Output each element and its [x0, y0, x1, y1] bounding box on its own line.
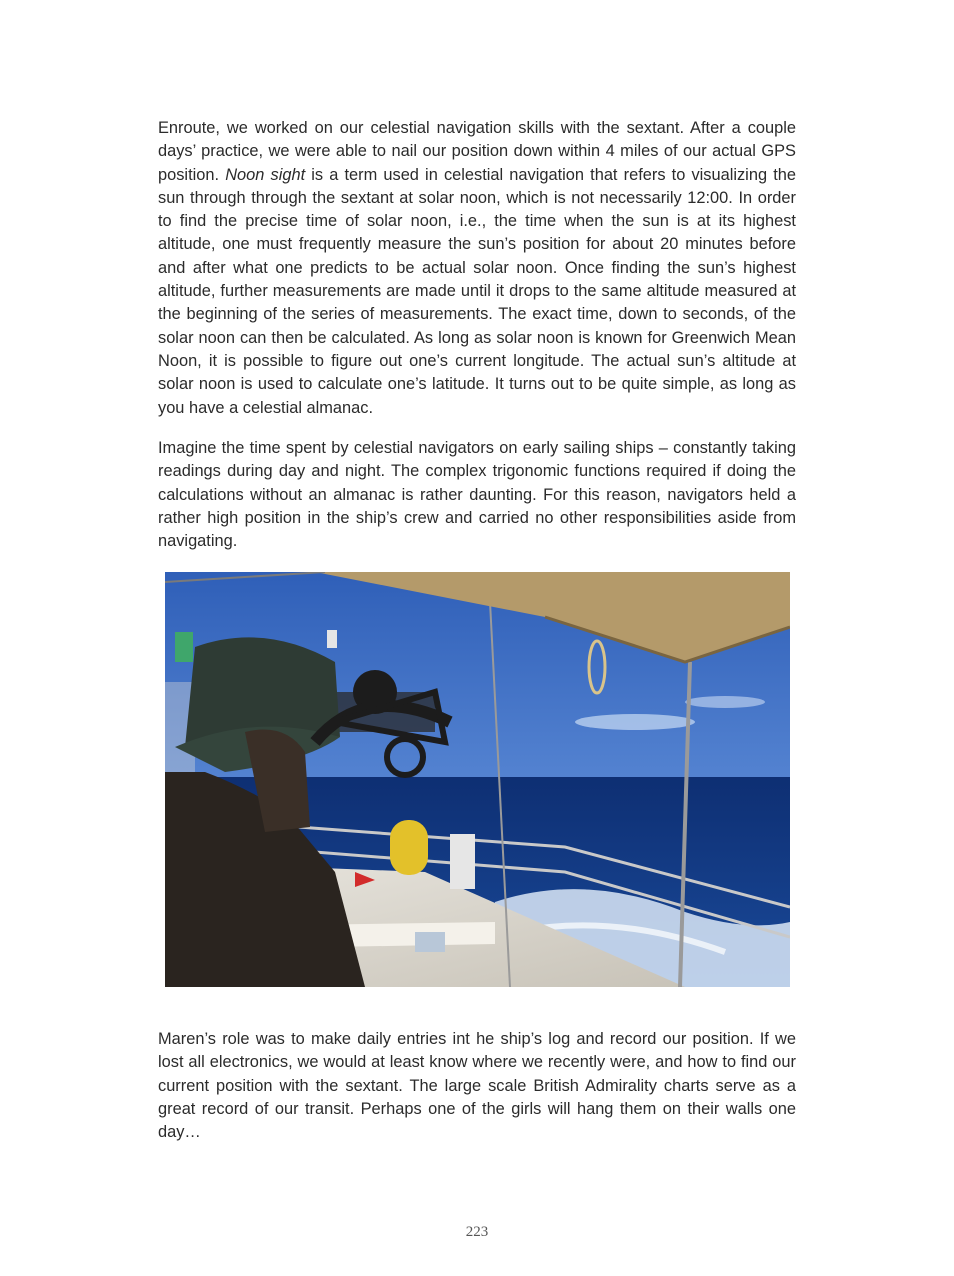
page-number: 223 — [465, 1224, 489, 1240]
paragraph-text-start: Enroute, we worked on our celestial navigation skills with the sextant. After a couple days’ practice, we were able to nail our position down within 4 miles of our actual GPS position. — [158, 119, 796, 184]
noon-sight-term: Noon sight — [225, 165, 306, 184]
paragraph-text: Imagine the time spent by celestial navigators on early sailing ships – constantly taking readings during day and night. The complex trigonomic functions required if doing the calculations without an almanac is rather daunting. For this reason, navigators held a rather high position in the ship’s crew and carried no other responsibilities aside from navigating. — [158, 439, 796, 551]
paragraph-text-rest: is a term used in celestial navigation that refers to visualizing the sun through through the sextant at solar noon, which is not necessarily 12:00. In order to find the precise time of solar noon, i.e., the time when the sun is at its highest altitude, one must frequently measure the sun’s position for about 20 minutes before and after what one predicts to be actual solar noon. Once finding the sun’s highest altitude, further measurements are made until it drops to the same altitude measured at the beginning of the series of measurements. The exact time, down to seconds, of the solar noon can then be calculated. As long as solar noon is known for Greenwich Mean Noon, it is possible to figure out one’s current longitude. The actual sun’s altitude at solar noon is used to calculate one’s latitude. It turns out to be quite simple, as long as you have a celestial almanac. — [158, 165, 796, 417]
paragraph-ships-log — [158, 1028, 796, 1144]
paragraph-text: Maren’s role was to make daily entries int he ship’s log and record our position. If we lost all electronics, we would at least know where we recently were, and how to find our current position with the sextant. The large scale British Admirality charts serve as a great record of our transit. Perhaps one of the girls will hang them on their walls one day… — [158, 1030, 796, 1142]
paragraph-text — [158, 117, 796, 420]
paragraph-early-navigators — [158, 437, 796, 553]
sextant-photo — [165, 572, 790, 987]
paragraph-celestial-navigation — [158, 117, 796, 420]
